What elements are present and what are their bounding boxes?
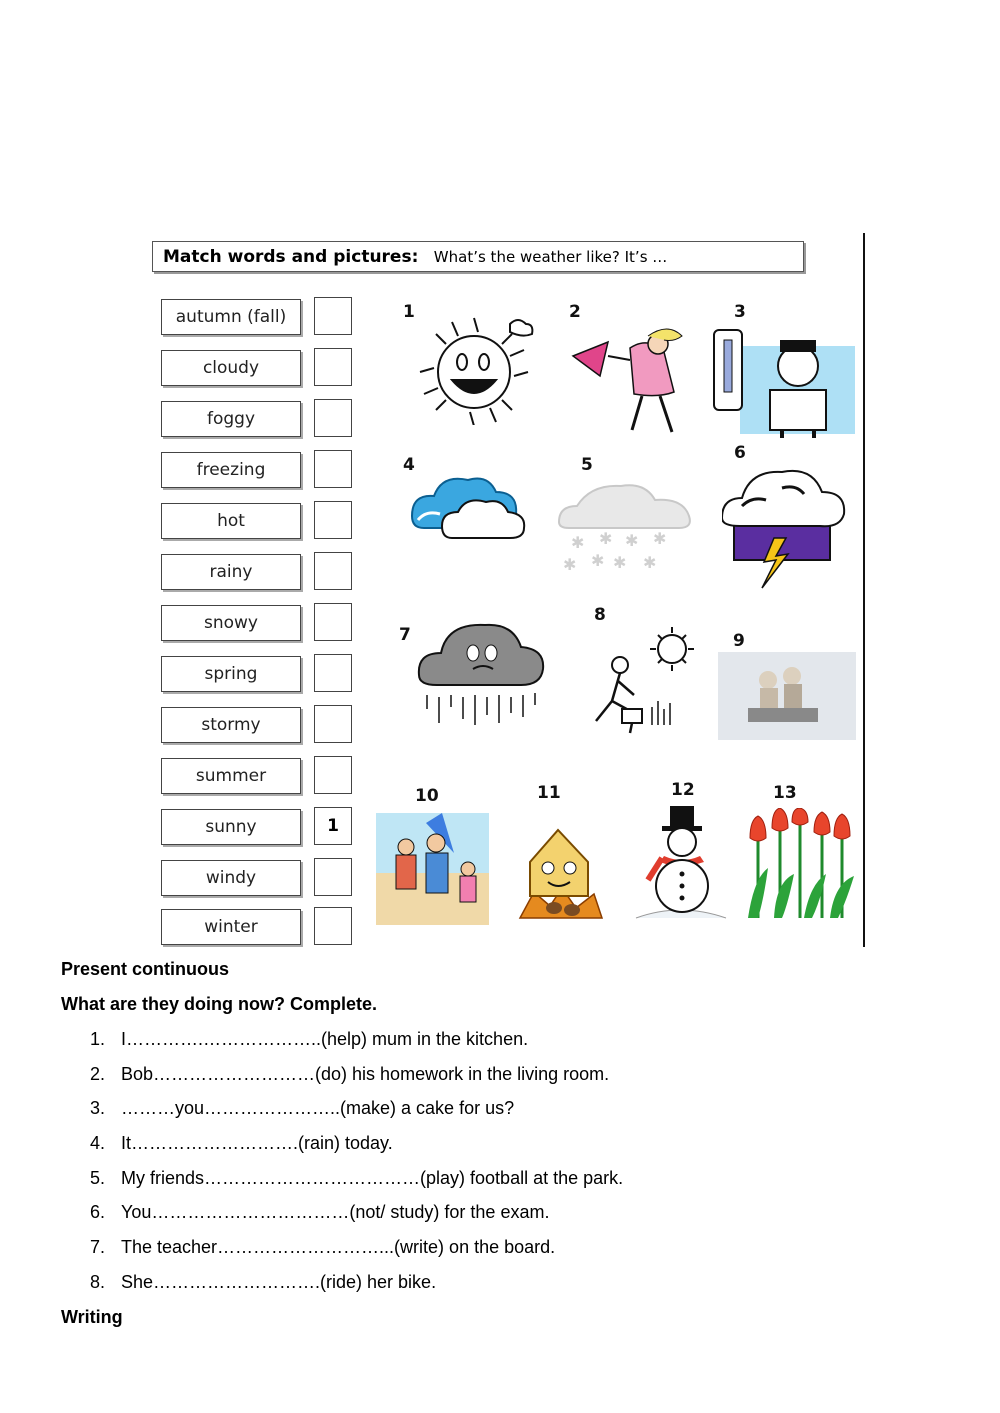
foggy-picture [718,652,856,740]
rainy-picture [413,617,548,742]
svg-text:✱: ✱ [599,529,613,548]
svg-text:✱: ✱ [643,553,657,572]
word-box: winter [161,909,301,945]
picture-number: 6 [734,443,746,463]
word-box: foggy [161,401,301,437]
word-box: spring [161,656,301,692]
svg-text:✱: ✱ [571,533,585,552]
answer-box[interactable] [314,654,352,692]
word-box: sunny [161,809,301,845]
svg-text:✱: ✱ [563,555,577,572]
picture-number: 9 [733,631,745,651]
picture-number: 11 [537,783,561,803]
svg-text:✱: ✱ [591,551,605,570]
answer-box[interactable] [314,907,352,945]
svg-text:✱: ✱ [653,529,667,548]
picture-number: 12 [671,780,695,800]
picture-number: 8 [594,605,606,625]
answer-box[interactable] [314,297,352,335]
spring-picture [744,808,859,921]
word-box: cloudy [161,350,301,386]
freezing-picture [710,326,855,438]
hot-picture [572,625,700,737]
exercise-item: 8. She……………………….(ride) her bike. [90,1271,437,1292]
section-title-writing: Writing [61,1307,123,1327]
picture-number: 2 [569,302,581,322]
word-box: rainy [161,554,301,590]
exercise-list [90,1028,623,1306]
answer-box[interactable] [314,552,352,590]
word-box: autumn (fall) [161,299,301,335]
picture-number: 1 [403,302,415,322]
exercise-item: 3. ………you…………………..(make) a cake for us? [90,1098,515,1119]
exercise-item: 2. Bob………………………(do) his homework in the living room. [90,1063,610,1084]
answer-box[interactable] [314,756,352,794]
answer-box[interactable] [314,450,352,488]
section-title-present-continuous: Present continuous [61,959,230,979]
answer-box[interactable] [314,858,352,896]
picture-number: 7 [399,625,411,645]
picture-number: 5 [581,455,593,475]
answer-box[interactable] [314,399,352,437]
word-box: summer [161,758,301,794]
summer-picture [376,813,489,925]
winter-picture [632,800,729,922]
word-box: freezing [161,452,301,488]
word-box: snowy [161,605,301,641]
svg-text:✱: ✱ [613,553,627,572]
answer-box[interactable] [314,501,352,539]
matching-header [152,241,804,272]
frame-line [863,233,865,947]
word-box: stormy [161,707,301,743]
exercise-item: 7. The teacher………………………...(write) on the board. [90,1237,556,1258]
sun-picture [412,310,542,425]
cloudy-picture [404,470,532,550]
picture-number: 3 [734,302,746,322]
stormy-picture [722,466,847,591]
answer-box[interactable] [314,705,352,743]
matching-header-prompt: What’s the weather like? It’s … [433,248,668,266]
exercise-item: 5. My friends………………………………(play) football at the park. [90,1167,624,1188]
picture-number: 13 [773,783,797,803]
answer-box[interactable] [314,348,352,386]
windy-picture [568,326,693,438]
picture-number: 10 [415,786,439,806]
exercise-item: 1. I………….………………..(help) mum in the kitchen. [90,1029,529,1049]
svg-text:✱: ✱ [625,531,639,550]
answer-box[interactable]: 1 [314,807,352,845]
picture-number: 4 [403,455,415,475]
word-box: hot [161,503,301,539]
exercise-instruction: What are they doing now? Complete. [61,994,378,1014]
word-box: windy [161,860,301,896]
snowy-picture [555,482,695,572]
autumn-picture [510,822,607,922]
exercise-item: 4. It……………………….(rain) today. [90,1133,393,1154]
exercise-item: 6. You……………………………(not/ study) for the exam. [90,1202,550,1223]
answer-box[interactable] [314,603,352,641]
matching-header-title: Match words and pictures: [163,247,419,267]
